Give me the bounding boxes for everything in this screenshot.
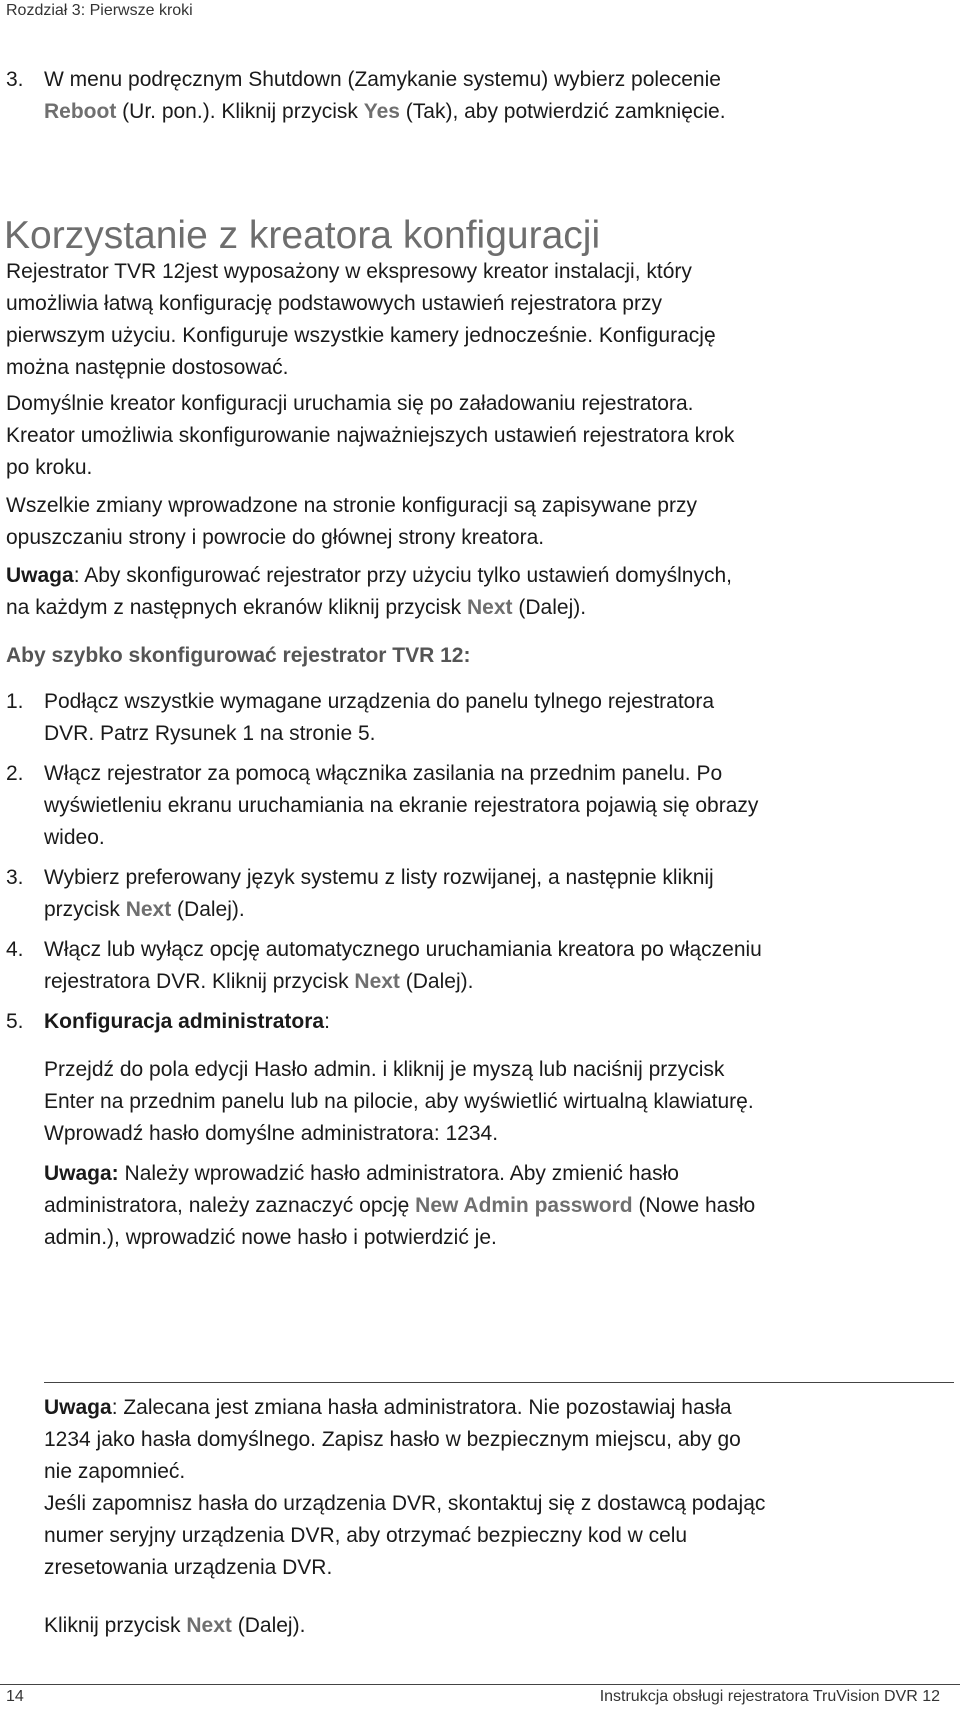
text-line: po kroku. <box>6 456 93 479</box>
step-heading <box>44 1006 954 1038</box>
text-line: Podłącz wszystkie wymagane urządzenia do panelu tylnego rejestratora <box>44 690 715 713</box>
step-line <box>44 96 954 128</box>
text-line: 1234 jako hasła domyślnego. Zapisz hasło w bezpiecznym miejscu, aby go <box>44 1428 741 1451</box>
text-line: DVR. Patrz Rysunek 1 na stronie 5. <box>44 722 376 745</box>
note-default-settings <box>6 560 951 624</box>
text-span: : Zalecana jest zmiana hasła administratora. Nie pozostawiaj hasła <box>111 1396 732 1419</box>
text-span: (Dalej). <box>171 898 245 921</box>
text-line <box>44 1610 954 1642</box>
text-span: : <box>324 1010 330 1033</box>
text-span: administratora, należy zaznaczyć opcję <box>44 1194 416 1217</box>
text-span: Należy wprowadzić hasło administratora. Aby zmienić hasło <box>118 1162 679 1185</box>
text-line: Przejdź do pola edycji Hasło admin. i kliknij je myszą lub naciśnij przycisk <box>44 1058 725 1081</box>
text-line <box>44 1392 954 1424</box>
final-instruction <box>44 1610 954 1642</box>
text-span: Kliknij przycisk <box>44 1614 187 1637</box>
text-span: (Dalej). <box>231 1614 306 1637</box>
text-line: Wybierz preferowany język systemu z listy rozwijanej, a następnie kliknij <box>44 866 714 889</box>
note-label: Uwaga: <box>44 1162 119 1185</box>
default-paragraph <box>6 388 951 484</box>
text-span: (Nowe hasło <box>632 1194 756 1217</box>
text-line: wideo. <box>44 826 105 849</box>
text-span: na każdym z następnych ekranów kliknij przycisk <box>6 596 468 619</box>
text-line: nie zapomnieć. <box>44 1460 186 1483</box>
text-span: (Ur. pon.). Kliknij przycisk <box>116 100 364 123</box>
ui-term: Next <box>186 1614 232 1637</box>
step-number: 4. <box>6 938 24 961</box>
step-text <box>44 934 954 998</box>
note-change-password <box>44 1392 954 1584</box>
admin-instructions <box>44 1054 954 1150</box>
step-line: W menu podręcznym Shutdown (Zamykanie systemu) wybierz polecenie <box>44 68 721 91</box>
text-line: Rejestrator TVR 12jest wyposażony w ekspresowy kreator instalacji, który <box>6 260 692 283</box>
text-line: numer seryjny urządzenia DVR, aby otrzymać bezpieczny kod w celu <box>44 1524 688 1547</box>
step-label: Konfiguracja administratora <box>44 1010 325 1033</box>
step-number: 2. <box>6 762 24 785</box>
text-line: Jeśli zapomnisz hasła do urządzenia DVR, skontaktuj się z dostawcą podając <box>44 1492 766 1515</box>
step-text <box>44 862 954 926</box>
ui-term: New Admin password <box>415 1194 633 1217</box>
running-header: Rozdział 3: Pierwsze kroki <box>6 2 193 19</box>
intro-paragraph <box>6 256 951 384</box>
text-span: (Tak), aby potwierdzić zamknięcie. <box>399 100 726 123</box>
text-line: umożliwia łatwą konfigurację podstawowych ustawień rejestratora przy <box>6 292 662 315</box>
text-line: Enter na przednim panelu lub na pilocie, aby wyświetlić wirtualną klawiaturę. <box>44 1090 754 1113</box>
text-line <box>44 966 954 998</box>
text-span: (Dalej). <box>399 970 474 993</box>
text-span: (Dalej). <box>512 596 587 619</box>
step-text <box>44 686 954 750</box>
footer-divider <box>0 1684 960 1685</box>
note-admin-password <box>44 1158 954 1254</box>
text-line: Włącz rejestrator za pomocą włącznika zasilania na przednim panelu. Po <box>44 762 723 785</box>
page-number: 14 <box>6 1688 24 1705</box>
ui-term: Next <box>125 898 172 921</box>
text-line: Wprowadź hasło domyślne administratora: 1234. <box>44 1122 499 1145</box>
text-line <box>6 592 951 624</box>
text-line: opuszczaniu strony i powrocie do głównej strony kreatora. <box>6 526 545 549</box>
step-text <box>44 758 954 854</box>
text-line: Domyślnie kreator konfiguracji uruchamia się po załadowaniu rejestratora. <box>6 392 694 415</box>
text-line <box>44 1190 954 1222</box>
text-line: admin.), wprowadzić nowe hasło i potwierdzić je. <box>44 1226 497 1249</box>
section-title: Korzystanie z kreatora konfiguracji <box>4 214 601 257</box>
text-line: pierwszym użyciu. Konfiguruje wszystkie kamery jednocześnie. Konfigurację <box>6 324 716 347</box>
note-divider <box>44 1382 954 1383</box>
text-line <box>44 1158 954 1190</box>
ui-term: Next <box>467 596 513 619</box>
ui-term: Yes <box>363 100 400 123</box>
changes-paragraph <box>6 490 951 554</box>
text-line <box>44 894 954 926</box>
text-line: Wszelkie zmiany wprowadzone na stronie konfiguracji są zapisywane przy <box>6 494 697 517</box>
text-span: : Aby skonfigurować rejestrator przy użyciu tylko ustawień domyślnych, <box>73 564 732 587</box>
text-line: można następnie dostosować. <box>6 356 289 379</box>
procedure-heading: Aby szybko skonfigurować rejestrator TVR 12: <box>6 644 471 667</box>
step-number: 3. <box>6 866 24 889</box>
text-line: Włącz lub wyłącz opcję automatycznego uruchamiania kreatora po włączeniu <box>44 938 762 961</box>
step-number: 5. <box>6 1010 24 1033</box>
text-line <box>6 560 951 592</box>
ui-term: Next <box>354 970 400 993</box>
step-number: 1. <box>6 690 24 713</box>
text-line: zresetowania urządzenia DVR. <box>44 1556 333 1579</box>
footer-doc-title: Instrukcja obsługi rejestratora TruVision DVR 12 <box>599 1688 940 1705</box>
text-line: wyświetleniu ekranu uruchamiania na ekranie rejestratora pojawią się obrazy <box>44 794 759 817</box>
ui-term: Reboot <box>44 100 117 123</box>
note-label: Uwaga <box>44 1396 112 1419</box>
text-span: rejestratora DVR. Kliknij przycisk <box>44 970 355 993</box>
step-number: 3. <box>6 68 24 91</box>
text-line: Kreator umożliwia skonfigurowanie najważniejszych ustawień rejestratora krok <box>6 424 735 447</box>
note-label: Uwaga <box>6 564 74 587</box>
step-text <box>44 64 954 128</box>
text-span: przycisk <box>44 898 126 921</box>
